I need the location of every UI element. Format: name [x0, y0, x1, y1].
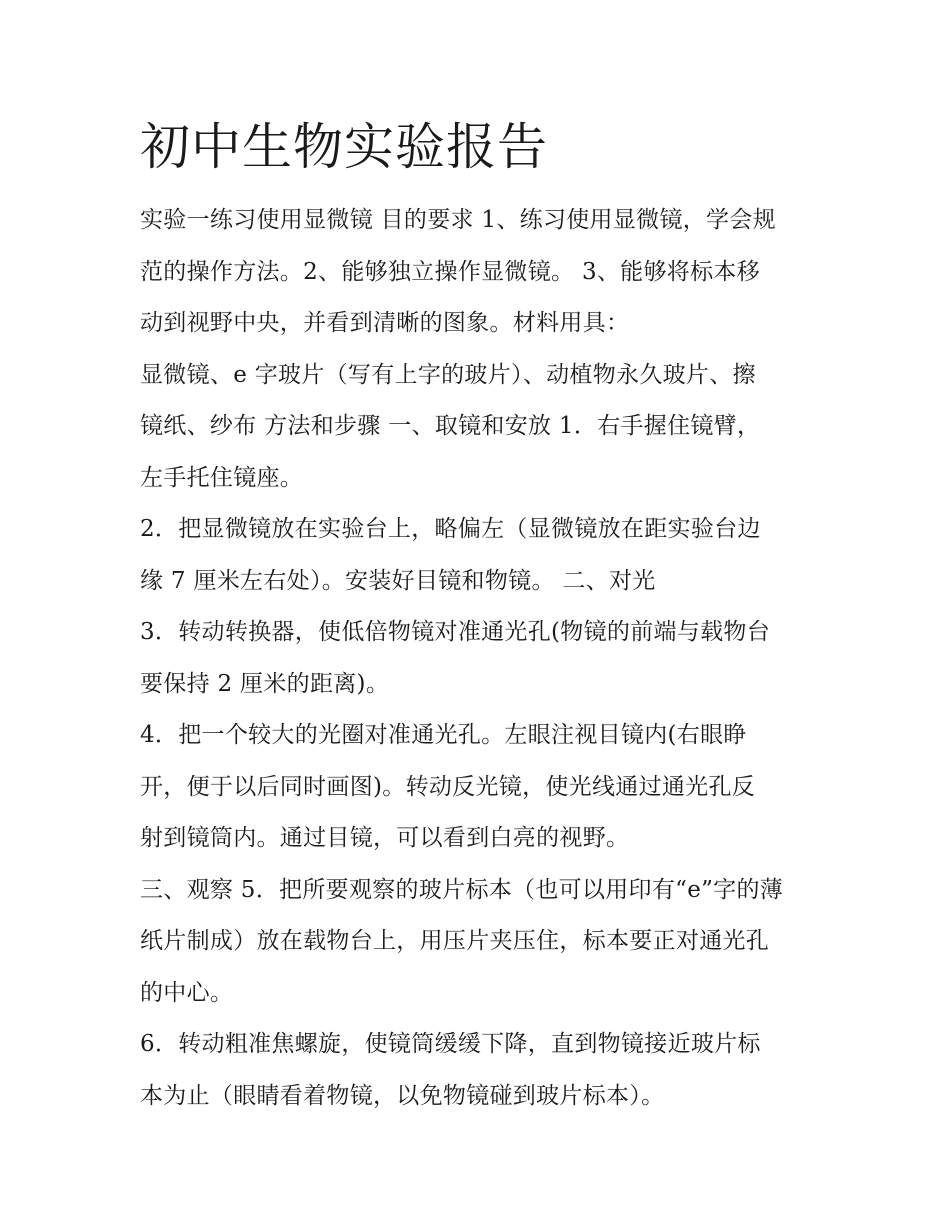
paragraph-step-5	[140, 865, 820, 1020]
document-body	[140, 195, 820, 1122]
paragraph-step-2	[140, 504, 820, 607]
text-line: 实验一练习使用显微镜 目的要求 1、练习使用显微镜，学会规	[140, 207, 776, 233]
text-line: 本为止（眼睛看着物镜，以免物镜碰到玻片标本）。	[140, 1082, 665, 1109]
text-line: 缘 7 厘米左右处）。安装好目镜和物镜。 二、对光	[140, 567, 656, 594]
text-line: 左手托住镜座。	[140, 464, 304, 491]
text-line: 范的操作方法。2、能够独立操作显微镜。 3、能够将标本移	[140, 258, 760, 285]
text-line: 显微镜、e 字玻片（写有上字的玻片）、动植物永久玻片、擦	[140, 361, 756, 388]
text-line: 4．把一个较大的光圈对准通光孔。左眼注视目镜内(右眼睁	[140, 722, 747, 748]
text-line: 的中心。	[140, 979, 234, 1006]
text-line: 开，便于以后同时画图)。转动反光镜，使光线通过通光孔反	[140, 773, 756, 800]
text-line: 要保持 2 厘米的距离)。	[140, 670, 390, 697]
text-line: 动到视野中央，并看到清晰的图象。材料用具：	[140, 310, 630, 336]
paragraph-materials-intro	[140, 195, 820, 350]
paragraph-step-4	[140, 710, 820, 865]
paragraph-step-3	[140, 607, 820, 710]
text-line: 6．转动粗准焦螺旋，使镜筒缓缓下降，直到物镜接近玻片标	[140, 1031, 761, 1057]
text-line: 三、观察 5．把所要观察的玻片标本（也可以用印有“e”字的薄	[140, 876, 784, 903]
text-line: 纸片制成）放在载物台上，用压片夹压住，标本要正对通光孔	[140, 928, 770, 954]
text-line: 镜纸、纱布 方法和步骤 一、取镜和安放 1．右手握住镜臂，	[140, 413, 761, 439]
paragraph-materials-list	[140, 350, 820, 505]
text-line: 3．转动转换器，使低倍物镜对准通光孔(物镜的前端与载物台	[140, 619, 771, 645]
document-title: 初中生物实验报告	[140, 118, 548, 176]
paragraph-step-6	[140, 1019, 820, 1122]
text-line: 2．把显微镜放在实验台上，略偏左（显微镜放在距实验台边	[140, 516, 761, 542]
text-line: 射到镜筒内。通过目镜，可以看到白亮的视野。	[140, 825, 630, 851]
